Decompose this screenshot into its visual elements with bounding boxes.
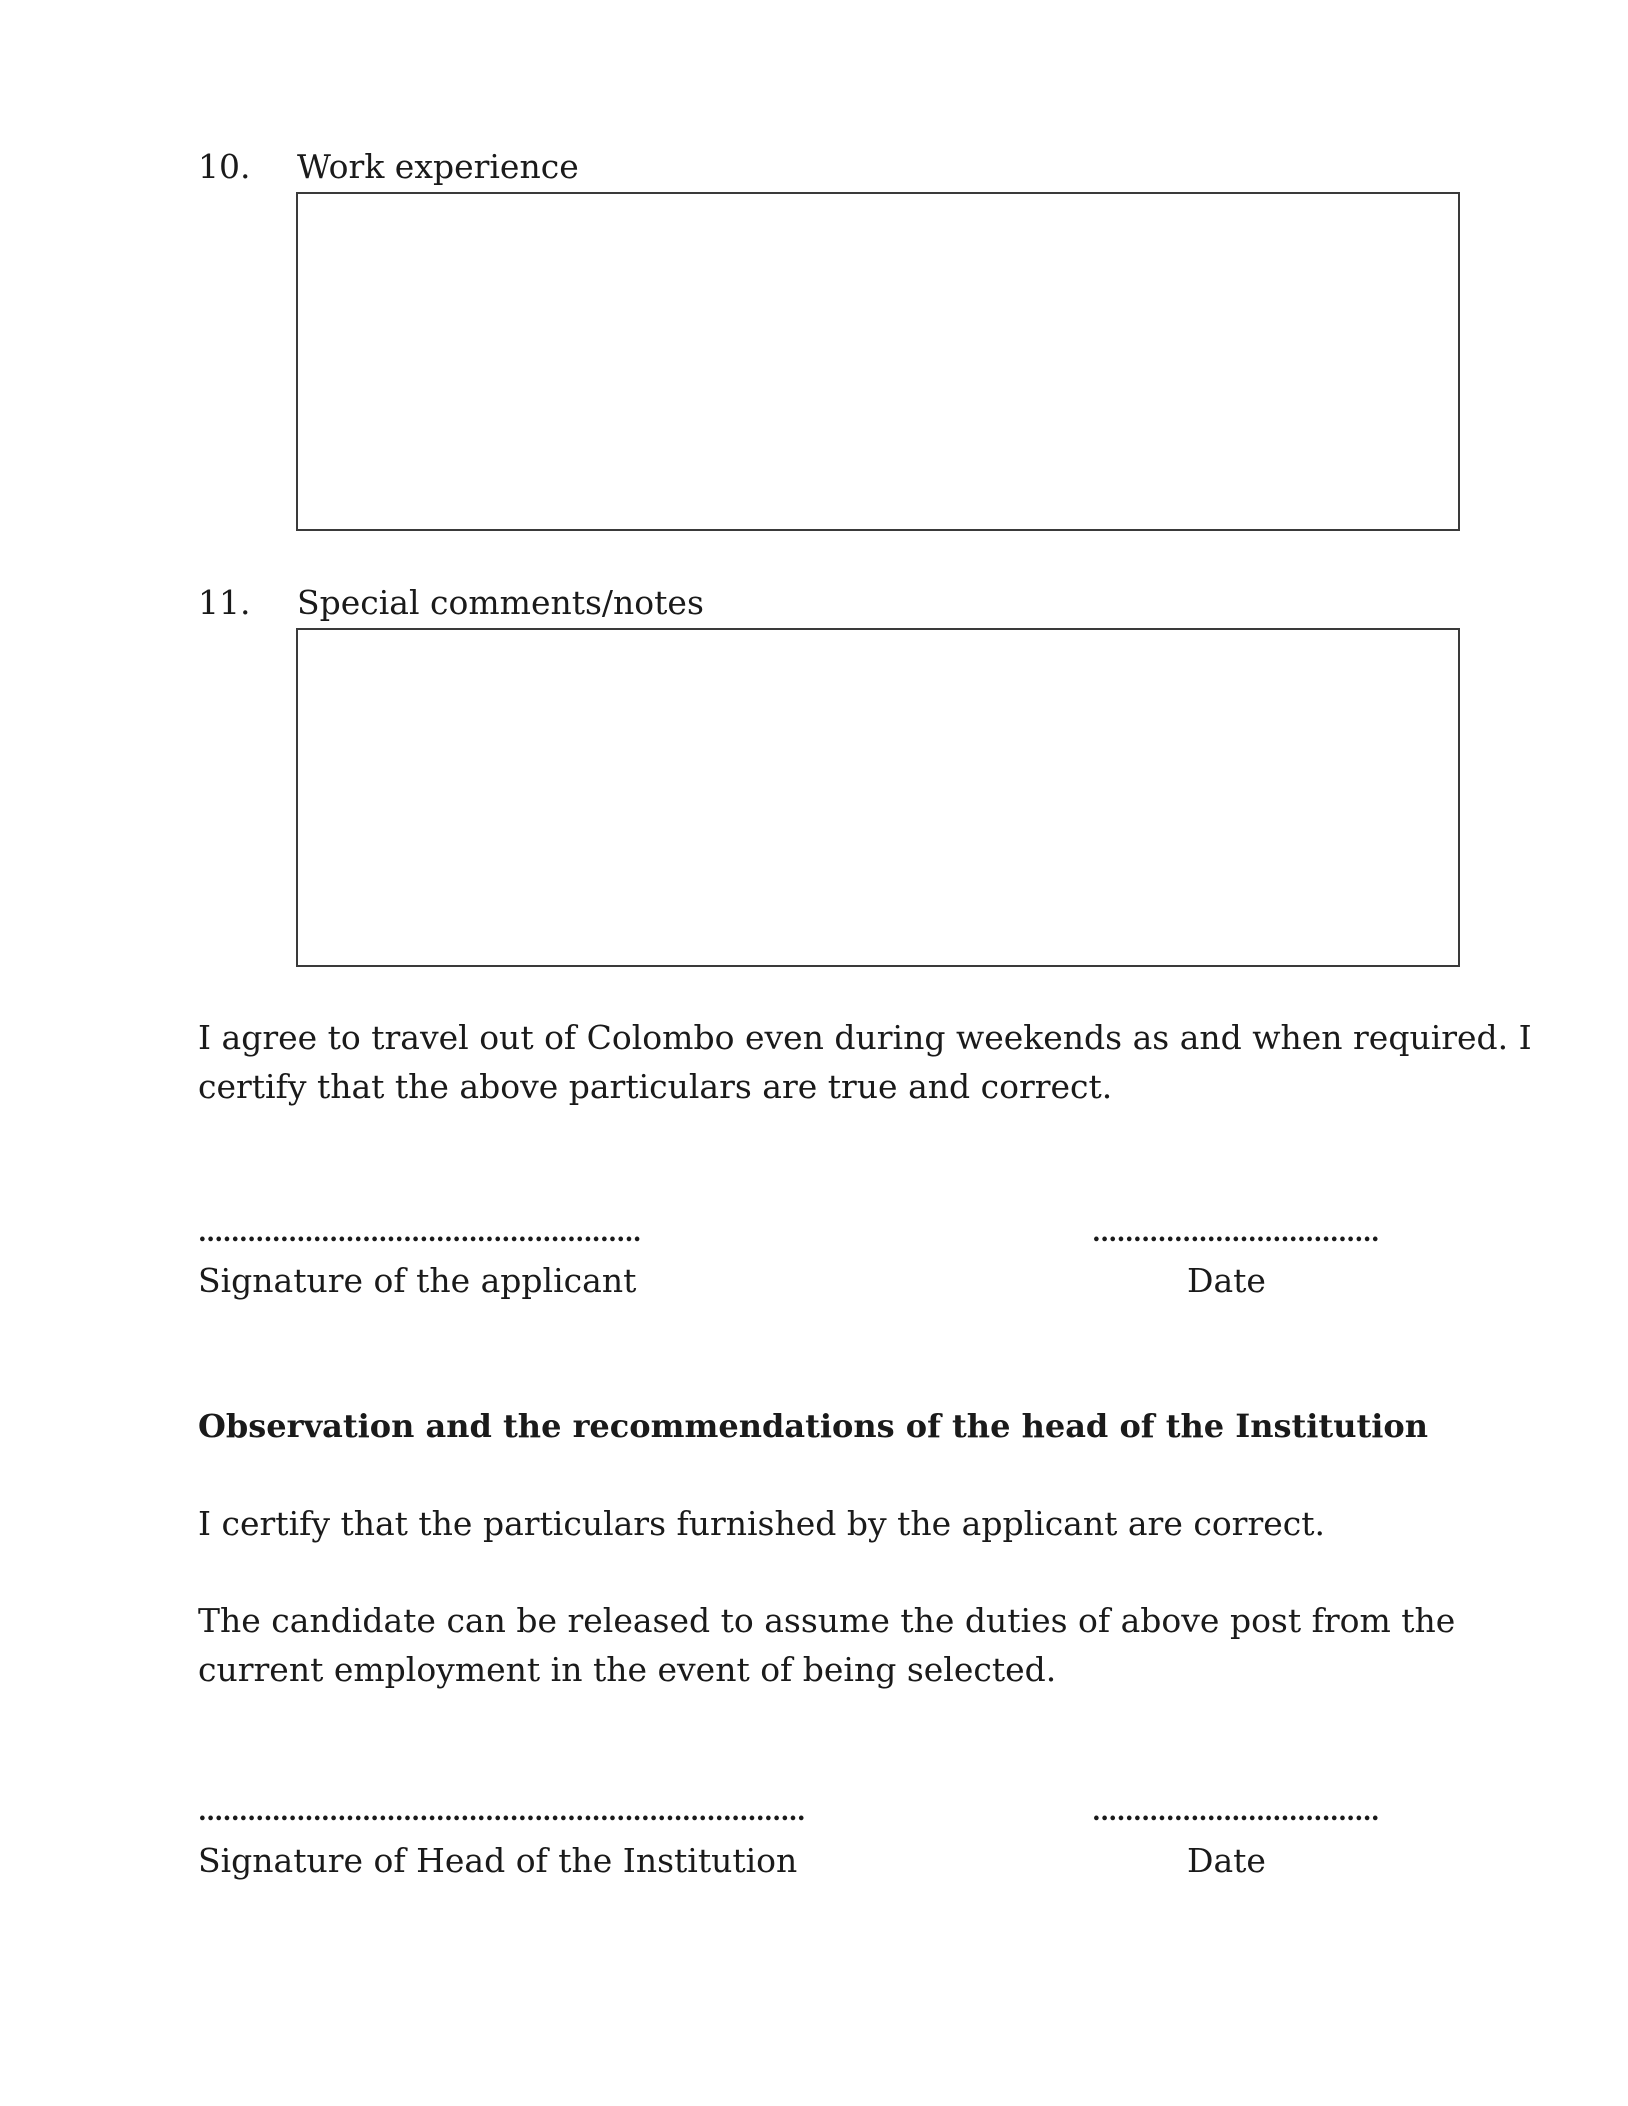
release-statement-line-2: current employment in the event of being selected.	[198, 1650, 1057, 1689]
head-signature-label: Signature of Head of the Institution	[198, 1841, 798, 1880]
applicant-date-label: Date	[1187, 1261, 1266, 1300]
work-experience-label: Work experience	[297, 147, 579, 186]
certify-statement: I certify that the particulars furnished by the applicant are correct.	[198, 1504, 1325, 1543]
applicant-signature-line[interactable]: ......................................................	[198, 1218, 641, 1247]
special-comments-field[interactable]	[296, 628, 1460, 967]
section-11-number: 11.	[198, 583, 251, 622]
applicant-signature-label: Signature of the applicant	[198, 1261, 637, 1300]
observation-heading: Observation and the recommendations of the head of the Institution	[198, 1407, 1429, 1445]
head-signature-line[interactable]: ..........................................................................	[198, 1797, 806, 1826]
section-10-number: 10.	[198, 147, 251, 186]
declaration-line-2: certify that the above particulars are true and correct.	[198, 1067, 1113, 1106]
release-statement-line-1: The candidate can be released to assume the duties of above post from the	[198, 1601, 1456, 1640]
head-date-label: Date	[1187, 1841, 1266, 1880]
declaration-line-1: I agree to travel out of Colombo even during weekends as and when required. I	[198, 1018, 1532, 1057]
applicant-date-line[interactable]: ...................................	[1092, 1218, 1380, 1247]
work-experience-field[interactable]	[296, 192, 1460, 531]
head-date-line[interactable]: ...................................	[1092, 1797, 1380, 1826]
special-comments-label: Special comments/notes	[297, 583, 704, 622]
